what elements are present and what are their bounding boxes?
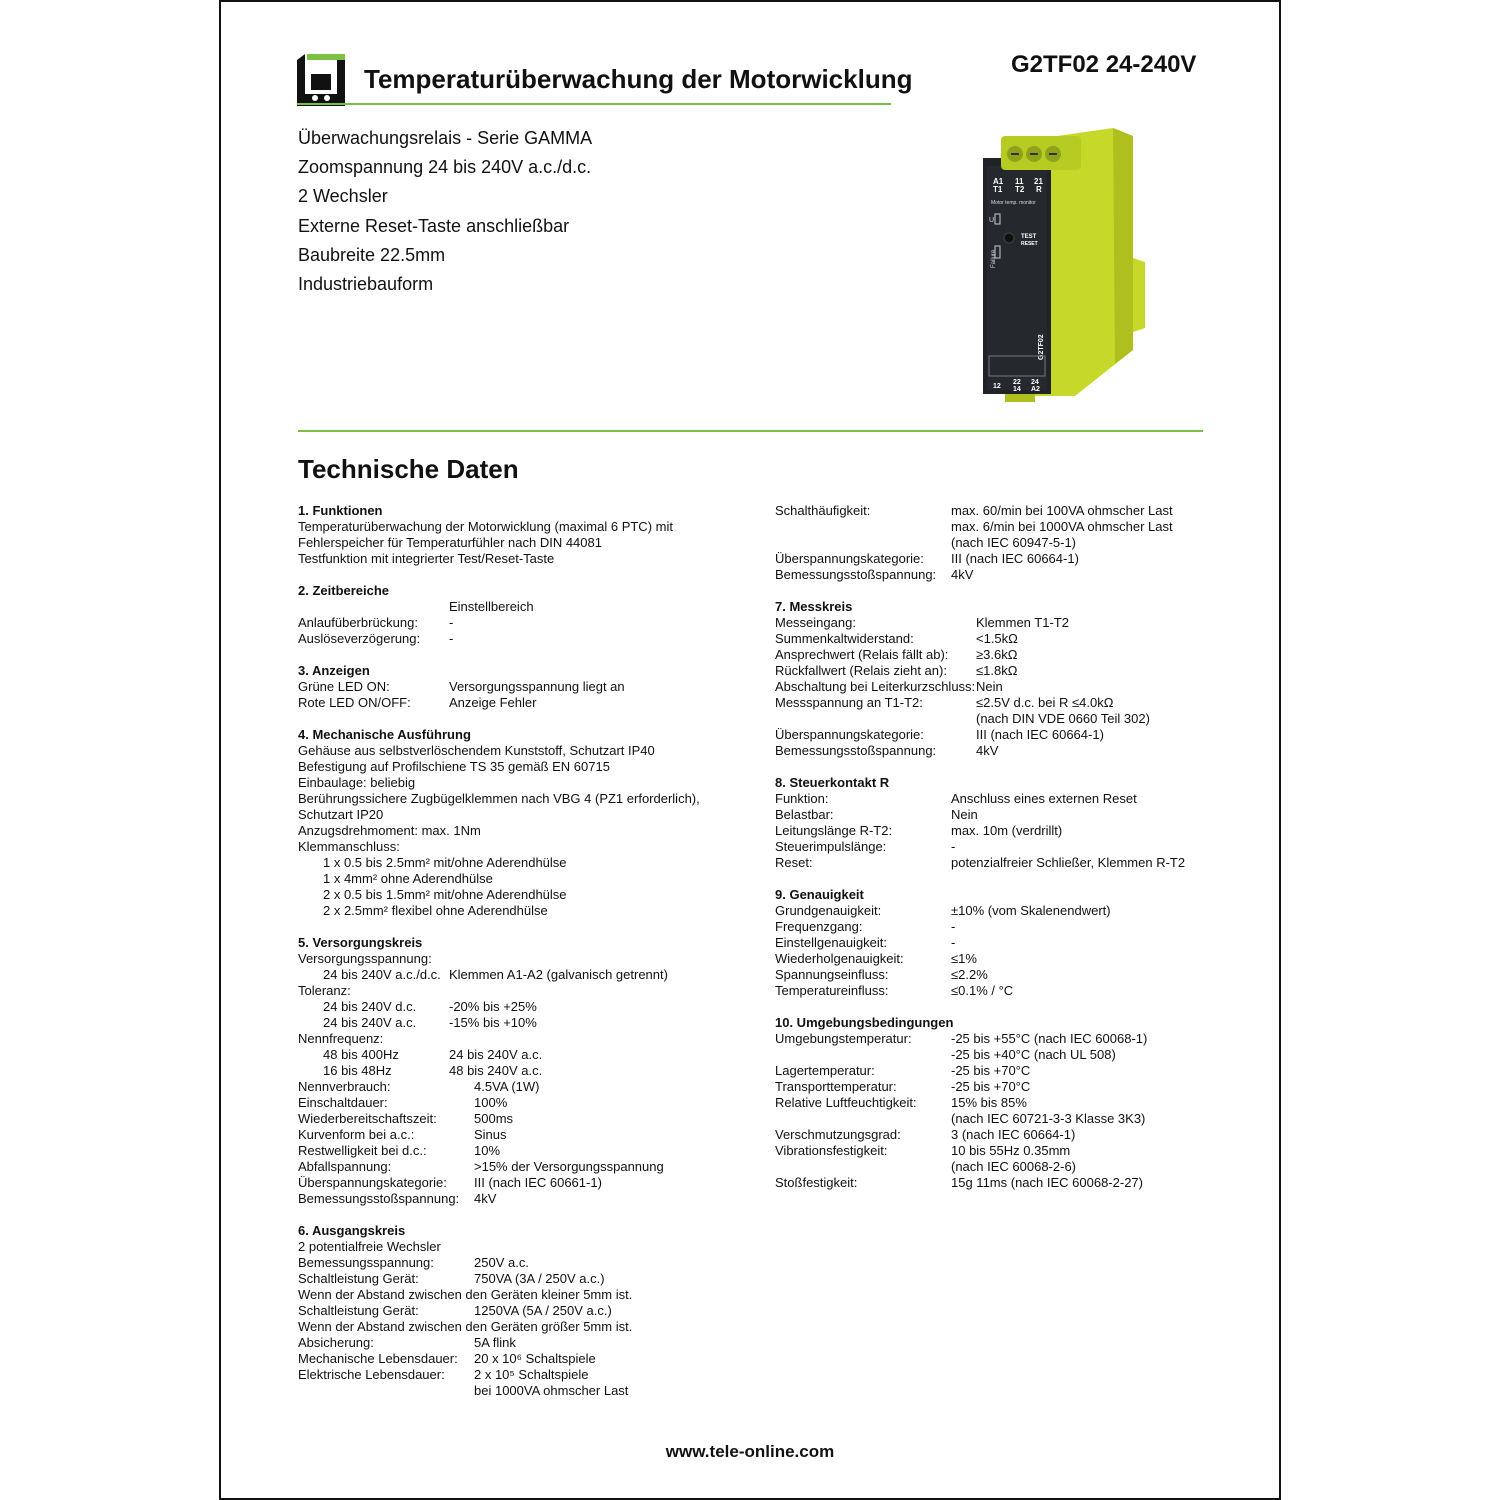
spec-value: 15% bis 85%	[951, 1095, 1027, 1110]
spec-section-heading: 7. Messkreis	[775, 599, 853, 614]
spec-label: 24 bis 240V a.c./d.c.	[323, 967, 441, 982]
spec-row	[775, 695, 1205, 711]
spec-row	[775, 1143, 1205, 1159]
spec-text-line: Schutzart IP20	[298, 807, 384, 822]
spec-row	[775, 663, 1205, 679]
spec-label: Umgebungstemperatur:	[775, 1031, 912, 1046]
spec-row	[775, 967, 1205, 983]
spec-label: Anlaufüberbrückung:	[298, 615, 418, 630]
spec-value: 750VA (3A / 250V a.c.)	[474, 1271, 605, 1286]
spec-text-line: 1 x 4mm² ohne Aderendhülse	[323, 871, 493, 886]
spec-label: Auslöseverzögerung:	[298, 631, 421, 646]
spec-section-heading: 6. Ausgangskreis	[298, 1223, 406, 1238]
spec-value: 10%	[474, 1143, 501, 1158]
spec-row	[775, 1159, 1205, 1175]
spec-row	[775, 711, 1205, 727]
spec-value: max. 60/min bei 100VA ohmscher Last	[951, 503, 1173, 518]
spec-text-line: Berührungssichere Zugbügelklemmen nach VBG 4 (PZ1 erforderlich),	[298, 791, 700, 806]
spec-row	[298, 1079, 748, 1095]
spec-label: Wiederholgenauigkeit:	[775, 951, 904, 966]
spec-value: max. 10m (verdrillt)	[951, 823, 1063, 838]
spec-value: Klemmen T1-T2	[976, 615, 1069, 630]
spec-label: Lagertemperatur:	[775, 1063, 875, 1078]
spec-label: Abfallspannung:	[298, 1159, 392, 1174]
device-terminal-label: R	[1036, 185, 1042, 194]
spec-label: Steuerimpulslänge:	[775, 839, 887, 854]
spec-value: bei 1000VA ohmscher Last	[474, 1383, 629, 1398]
spec-text-line: Nennfrequenz:	[298, 1031, 384, 1046]
spec-label: Stoßfestigkeit:	[775, 1175, 858, 1190]
spec-row	[298, 1383, 748, 1399]
device-terminal-label: 22	[1013, 379, 1021, 386]
title-divider	[297, 103, 891, 105]
model-number: G2TF02 24-240V	[1011, 51, 1197, 78]
spec-section-heading: 1. Funktionen	[298, 503, 383, 518]
spec-row	[775, 1175, 1205, 1191]
spec-label: Belastbar:	[775, 807, 834, 822]
spec-row	[298, 1015, 748, 1031]
spec-row	[775, 1047, 1205, 1063]
footer-url: www.tele-online.com	[665, 1442, 835, 1461]
spec-row	[298, 1143, 748, 1159]
device-test-label: TEST	[1021, 234, 1037, 240]
spec-value: ≤0.1% / °C	[951, 983, 1014, 998]
spec-row	[298, 1303, 748, 1319]
spec-text-line: Testfunktion mit integrierter Test/Reset-Taste	[298, 551, 555, 566]
device-failure-label: Failure	[991, 249, 997, 268]
spec-value: -	[449, 615, 454, 630]
spec-value: ≤1.8kΩ	[976, 663, 1018, 678]
spec-value: Klemmen A1-A2 (galvanisch getrennt)	[449, 967, 668, 982]
spacer	[775, 583, 1205, 599]
spacer	[298, 1207, 748, 1223]
spec-value: 48 bis 240V a.c.	[449, 1063, 543, 1078]
spec-label: Überspannungskategorie:	[775, 551, 924, 566]
spec-value: 4kV	[976, 743, 999, 758]
spec-label: Abschaltung bei Leiterkurzschluss:	[775, 679, 976, 694]
spec-text-line: Anzugsdrehmoment: max. 1Nm	[298, 823, 481, 838]
spec-value: (nach IEC 60947-5-1)	[951, 535, 1077, 550]
spec-text-line: Toleranz:	[298, 983, 351, 998]
spec-label: Schaltleistung Gerät:	[298, 1303, 419, 1318]
spec-label: Bemessungsstoßspannung:	[775, 567, 937, 582]
spec-label: Vibrationsfestigkeit:	[775, 1143, 888, 1158]
spec-label: 24 bis 240V d.c.	[323, 999, 417, 1014]
spec-value: >15% der Versorgungsspannung	[474, 1159, 664, 1174]
spec-value: (nach DIN VDE 0660 Teil 302)	[976, 711, 1150, 726]
spec-value: 5A flink	[474, 1335, 516, 1350]
section-title: Technische Daten	[298, 454, 519, 484]
spacer	[775, 759, 1205, 775]
spec-row	[298, 631, 748, 647]
spec-value: 10 bis 55Hz 0.35mm	[951, 1143, 1071, 1158]
spec-row	[298, 1335, 748, 1351]
spec-row	[775, 615, 1205, 631]
spec-label: Leitungslänge R-T2:	[775, 823, 893, 838]
spec-label: Absicherung:	[298, 1335, 374, 1350]
device-model-label: G2TF02	[1038, 334, 1045, 360]
spec-label: Einstellgenauigkeit:	[775, 935, 888, 950]
spec-text-line: Wenn der Abstand zwischen den Geräten größer 5mm ist.	[298, 1319, 633, 1334]
spec-label: Grundgenauigkeit:	[775, 903, 882, 918]
spec-label	[775, 1159, 951, 1175]
spec-value: <1.5kΩ	[976, 631, 1018, 646]
spec-value: -25 bis +70°C	[951, 1063, 1031, 1078]
spec-label: Reset:	[775, 855, 813, 870]
spec-label: Messeingang:	[775, 615, 856, 630]
device-photo	[975, 128, 1145, 410]
feature-item: Externe Reset-Taste anschließbar	[298, 215, 570, 236]
spec-value: Anschluss eines externen Reset	[951, 791, 1137, 806]
spec-value: 15g 11ms (nach IEC 60068-2-27)	[951, 1175, 1143, 1190]
spec-section-heading: 3. Anzeigen	[298, 663, 370, 678]
spec-row	[775, 1063, 1205, 1079]
spec-value: -20% bis +25%	[449, 999, 537, 1014]
feature-item: Zoomspannung 24 bis 240V a.c./d.c.	[298, 157, 592, 178]
spec-label: Verschmutzungsgrad:	[775, 1127, 901, 1142]
spec-value: ≤2.2%	[951, 967, 988, 982]
spec-value: -25 bis +40°C (nach UL 508)	[951, 1047, 1116, 1062]
device-terminal-label: A1	[993, 177, 1004, 186]
spacer	[298, 567, 748, 583]
spec-text-line: 2 x 0.5 bis 1.5mm² mit/ohne Aderendhülse	[323, 887, 567, 902]
device-terminal-label: 12	[993, 383, 1001, 390]
spec-row	[775, 679, 1205, 695]
spec-text-line: Befestigung auf Profilschiene TS 35 gemäß EN 60715	[298, 759, 610, 774]
spec-section-heading: 5. Versorgungskreis	[298, 935, 423, 950]
spec-value: III (nach IEC 60664-1)	[951, 551, 1079, 566]
spec-row	[775, 567, 1205, 583]
spec-column-left	[298, 503, 748, 1399]
spec-value: ±10% (vom Skalenendwert)	[951, 903, 1111, 918]
spec-row	[298, 1367, 748, 1383]
spec-label: Überspannungskategorie:	[298, 1175, 447, 1190]
spec-row	[298, 599, 748, 615]
spec-label: Bemessungsstoßspannung:	[298, 1191, 460, 1206]
device-terminal-label: 21	[1034, 177, 1043, 186]
spec-label: Wiederbereitschaftszeit:	[298, 1111, 437, 1126]
spec-text-line: Klemmanschluss:	[298, 839, 400, 854]
spec-value: 500ms	[474, 1111, 514, 1126]
spec-value: -15% bis +10%	[449, 1015, 537, 1030]
spec-value: 1250VA (5A / 250V a.c.)	[474, 1303, 612, 1318]
spacer	[298, 919, 748, 935]
spec-row	[775, 1031, 1205, 1047]
device-terminal-label: 11	[1015, 177, 1024, 186]
spec-row	[775, 503, 1205, 519]
spec-text-line: 1 x 0.5 bis 2.5mm² mit/ohne Aderendhülse	[323, 855, 567, 870]
spec-value: 2 x 10⁵ Schaltspiele	[474, 1367, 589, 1382]
spec-row	[775, 1095, 1205, 1111]
spec-value: 4.5VA (1W)	[474, 1079, 540, 1094]
spec-value: III (nach IEC 60661-1)	[474, 1175, 602, 1190]
spec-label: Bemessungsstoßspannung:	[775, 743, 937, 758]
spec-text-line: Gehäuse aus selbstverlöschendem Kunststoff, Schutzart IP40	[298, 743, 655, 758]
spec-label	[298, 1383, 474, 1399]
device-reset-label: RESET	[1021, 241, 1038, 247]
spec-value: potenzialfreier Schließer, Klemmen R-T2	[951, 855, 1186, 870]
spec-label	[775, 535, 951, 551]
spec-label: Frequenzgang:	[775, 919, 863, 934]
spec-row	[298, 1095, 748, 1111]
spec-row	[775, 1111, 1205, 1127]
spec-row	[298, 999, 748, 1015]
spec-label: Messspannung an T1-T2:	[775, 695, 923, 710]
spec-text-line: Wenn der Abstand zwischen den Geräten kleiner 5mm ist.	[298, 1287, 633, 1302]
spec-section-heading: 10. Umgebungsbedingungen	[775, 1015, 954, 1030]
spec-row	[775, 1079, 1205, 1095]
spec-section-heading: 9. Genauigkeit	[775, 887, 864, 902]
spec-label: Mechanische Lebensdauer:	[298, 1351, 458, 1366]
device-terminal-label: A2	[1031, 386, 1040, 393]
spec-row	[298, 1351, 748, 1367]
spec-label	[775, 1047, 951, 1063]
spec-row	[775, 839, 1205, 855]
spec-label: 24 bis 240V a.c.	[323, 1015, 417, 1030]
device-terminal-label: 24	[1031, 379, 1039, 386]
feature-item: 2 Wechsler	[298, 186, 388, 207]
spec-label: Temperatureinfluss:	[775, 983, 889, 998]
spec-text-line: Temperaturüberwachung der Motorwicklung (maximal 6 PTC) mit	[298, 519, 673, 534]
spec-label: Grüne LED ON:	[298, 679, 390, 694]
device-terminal-label: T2	[1015, 185, 1025, 194]
spec-value: 24 bis 240V a.c.	[449, 1047, 543, 1062]
spacer	[775, 871, 1205, 887]
device-terminal-label: 14	[1013, 386, 1021, 393]
feature-item: Industriebauform	[298, 274, 434, 295]
spec-row	[775, 535, 1205, 551]
spec-row	[298, 695, 748, 711]
spec-value: -25 bis +70°C	[951, 1079, 1031, 1094]
spec-label: Elektrische Lebensdauer:	[298, 1367, 445, 1382]
spec-value: 250V a.c.	[474, 1255, 529, 1270]
spec-value: 3 (nach IEC 60664-1)	[951, 1127, 1076, 1142]
tele-logo-icon	[297, 54, 345, 106]
spec-text-line: Einbaulage: beliebig	[298, 775, 416, 790]
spec-label: Nennverbrauch:	[298, 1079, 391, 1094]
spec-value: -	[951, 919, 956, 934]
spec-text-line: 2 x 2.5mm² flexibel ohne Aderendhülse	[323, 903, 548, 918]
spec-label	[775, 1111, 951, 1127]
spec-label: Kurvenform bei a.c.:	[298, 1127, 415, 1142]
spec-label	[775, 519, 951, 535]
spec-section-heading: 2. Zeitbereiche	[298, 583, 390, 598]
spec-text-line: Versorgungsspannung:	[298, 951, 432, 966]
spec-row	[298, 1111, 748, 1127]
spec-value: 4kV	[474, 1191, 497, 1206]
spec-label: 16 bis 48Hz	[323, 1063, 392, 1078]
spec-text-line: 2 potentialfreie Wechsler	[298, 1239, 441, 1254]
spec-label: Restwelligkeit bei d.c.:	[298, 1143, 427, 1158]
spec-label: Relative Luftfeuchtigkeit:	[775, 1095, 917, 1110]
spec-row	[298, 1175, 748, 1191]
spec-row	[775, 519, 1205, 535]
page-title: Temperaturüberwachung der Motorwicklung	[364, 64, 913, 94]
spacer	[298, 711, 748, 727]
spec-value: Nein	[976, 679, 1003, 694]
feature-item: Baubreite 22.5mm	[298, 244, 446, 265]
spec-value: max. 6/min bei 1000VA ohmscher Last	[951, 519, 1173, 534]
spec-row	[775, 647, 1205, 663]
spec-column-right	[775, 503, 1205, 1191]
spec-value: Nein	[951, 807, 978, 822]
spec-label: 48 bis 400Hz	[323, 1047, 399, 1062]
spec-label: Summenkaltwiderstand:	[775, 631, 914, 646]
spec-value: 20 x 10⁶ Schaltspiele	[474, 1351, 596, 1366]
spec-row	[298, 615, 748, 631]
spec-value: (nach IEC 60721-3-3 Klasse 3K3)	[951, 1111, 1146, 1126]
spec-row	[775, 903, 1205, 919]
spec-row	[298, 1127, 748, 1143]
spec-text-line: Fehlerspeicher für Temperaturfühler nach DIN 44081	[298, 535, 602, 550]
spacer	[775, 999, 1205, 1015]
spec-row	[298, 1047, 748, 1063]
spec-row	[298, 1159, 748, 1175]
spec-row	[775, 951, 1205, 967]
spec-value: ≥3.6kΩ	[976, 647, 1018, 662]
spec-row	[298, 1271, 748, 1287]
spec-row	[775, 935, 1205, 951]
spacer	[298, 647, 748, 663]
spec-label: Überspannungskategorie:	[775, 727, 924, 742]
spec-row	[298, 967, 748, 983]
spec-label: Rote LED ON/OFF:	[298, 695, 411, 710]
device-u-label: U	[989, 217, 995, 224]
spec-row	[298, 679, 748, 695]
spec-value: -	[951, 935, 956, 950]
spec-section-heading: 4. Mechanische Ausführung	[298, 727, 471, 742]
spec-value: Sinus	[474, 1127, 507, 1142]
spec-row	[775, 1127, 1205, 1143]
section-divider	[298, 430, 1203, 432]
spec-label: Schalthäufigkeit:	[775, 503, 871, 518]
spec-label: Rückfallwert (Relais zieht an):	[775, 663, 947, 678]
spec-value: Anzeige Fehler	[449, 695, 537, 710]
spec-value: (nach IEC 60068-2-6)	[951, 1159, 1077, 1174]
spec-value: -25 bis +55°C (nach IEC 60068-1)	[951, 1031, 1148, 1046]
spec-section-heading: 8. Steuerkontakt R	[775, 775, 890, 790]
device-motor-label: Motor temp. monitor	[991, 200, 1036, 206]
spec-label: Transporttemperatur:	[775, 1079, 897, 1094]
spec-row	[775, 855, 1205, 871]
spec-value: III (nach IEC 60664-1)	[976, 727, 1104, 742]
spec-label	[298, 599, 449, 615]
spec-label: Funktion:	[775, 791, 829, 806]
spec-row	[775, 919, 1205, 935]
spec-row	[775, 743, 1205, 759]
device-terminal-label: T1	[993, 185, 1003, 194]
spec-value: -	[951, 839, 956, 854]
spec-row	[775, 551, 1205, 567]
spec-value: 100%	[474, 1095, 508, 1110]
spec-label: Spannungseinfluss:	[775, 967, 889, 982]
spec-row	[775, 983, 1205, 999]
spec-value: ≤2.5V d.c. bei R ≤4.0kΩ	[976, 695, 1114, 710]
spec-row	[298, 1191, 748, 1207]
feature-item: Überwachungsrelais - Serie GAMMA	[298, 128, 593, 148]
spec-row	[298, 1063, 748, 1079]
spec-row	[775, 791, 1205, 807]
spec-value: 4kV	[951, 567, 974, 582]
feature-list	[298, 124, 592, 299]
spec-row	[775, 807, 1205, 823]
spec-label: Schaltleistung Gerät:	[298, 1271, 419, 1286]
spec-value: Einstellbereich	[449, 599, 534, 614]
spec-label	[775, 711, 976, 727]
spec-label: Bemessungsspannung:	[298, 1255, 434, 1270]
spec-value: Versorgungsspannung liegt an	[449, 679, 625, 694]
spec-label: Ansprechwert (Relais fällt ab):	[775, 647, 949, 662]
spec-row	[298, 1255, 748, 1271]
spec-row	[775, 823, 1205, 839]
spec-value: ≤1%	[951, 951, 977, 966]
spec-value: -	[449, 631, 454, 646]
spec-label: Einschaltdauer:	[298, 1095, 388, 1110]
spec-row	[775, 631, 1205, 647]
spec-row	[775, 727, 1205, 743]
